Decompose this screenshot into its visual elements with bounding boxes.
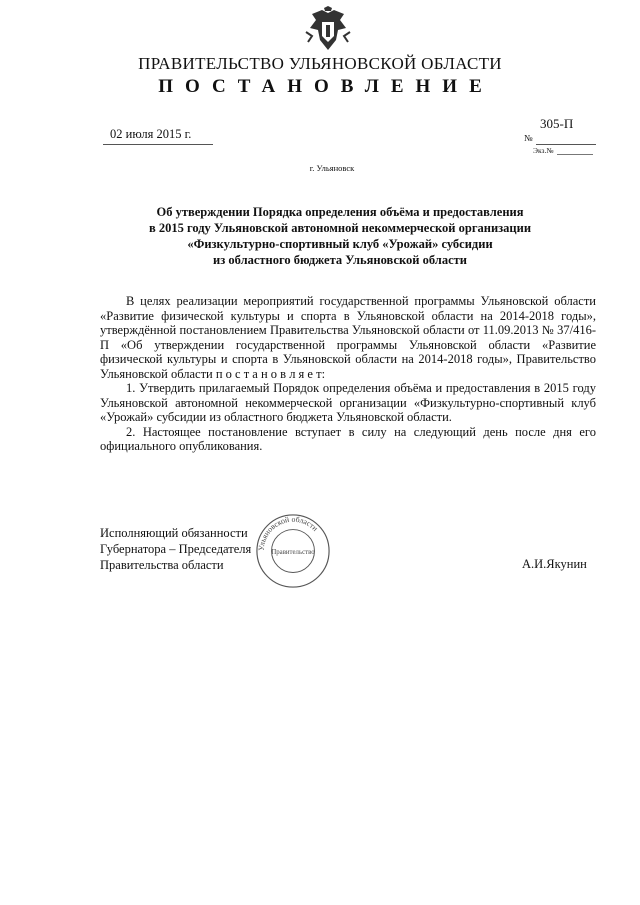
item-2-paragraph: 2. Настоящее постановление вступает в силу на следующий день после дня его официального опубликования. bbox=[100, 424, 596, 453]
position-line: Правительства области bbox=[100, 558, 224, 572]
title-line: «Физкультурно-спортивный клуб «Урожай» субсидии bbox=[187, 237, 493, 251]
preamble-paragraph: В целях реализации мероприятий государственной программы Ульяновской области «Развитие физической культуры и спорта в Ульяновской области на 2014-2018 годы», утверждённой постановлением Правительства Ульяновской области от 11.09.2013 № 37/416-П «Об утверждении государственной программы Ульяновской области «Развитие физической культуры и спорта в Ульяновской области на 2014-2018 годы», Правительство Ульяновской области п о с т а н о в л я е т: bbox=[100, 294, 596, 381]
stamp-outer-text: Ульяновской области bbox=[256, 514, 320, 552]
copy-underline bbox=[557, 154, 593, 155]
document-body bbox=[100, 294, 596, 454]
official-stamp bbox=[254, 512, 332, 590]
position-line: Исполняющий обязанности bbox=[100, 526, 248, 540]
title-line: в 2015 году Ульяновской автономной некоммерческой организации bbox=[148, 221, 532, 235]
government-name: ПРАВИТЕЛЬСТВО УЛЬЯНОВСКОЙ ОБЛАСТИ bbox=[138, 54, 502, 73]
signatory-name: А.И.Якунин bbox=[522, 557, 587, 571]
title-line: Об утверждении Порядка определения объёма и предоставления bbox=[156, 205, 524, 219]
stamp-inner-text: Правительство bbox=[271, 548, 315, 556]
decree-number: 305-П bbox=[540, 116, 574, 131]
coat-of-arms-icon bbox=[300, 6, 356, 56]
city: г. Ульяновск bbox=[309, 163, 355, 173]
decree-date: 02 июля 2015 г. bbox=[110, 127, 192, 141]
document-type: ПОСТАНОВЛЕНИЕ bbox=[158, 76, 494, 97]
item-1-paragraph: 1. Утвердить прилагаемый Порядок определения объёма и предоставления в 2015 году Ульяновской автономной некоммерческой организации «Физкультурно-спортивный клуб «Урожай» субсидии из областного бюджета Ульяновской области. bbox=[100, 381, 596, 424]
number-underline bbox=[536, 144, 596, 145]
signatory-position bbox=[100, 525, 251, 573]
date-underline bbox=[103, 144, 213, 145]
position-line: Губернатора – Председателя bbox=[100, 542, 252, 556]
title-line: из областного бюджета Ульяновской области bbox=[213, 253, 467, 267]
document-title bbox=[100, 204, 580, 268]
copy-label: Экз.№ bbox=[533, 146, 554, 155]
svg-text:Ульяновской области bbox=[257, 515, 320, 551]
number-sign: № bbox=[524, 133, 533, 143]
